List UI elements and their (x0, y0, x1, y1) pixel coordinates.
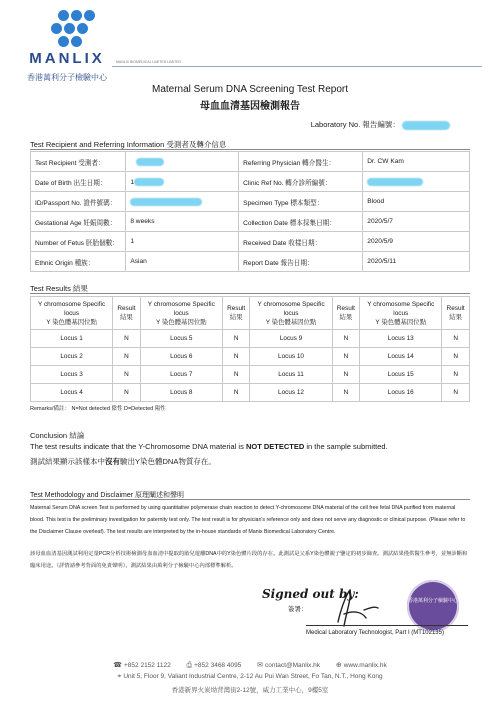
result-cell: N (113, 348, 141, 366)
location-icon: ⌖ (117, 673, 122, 680)
table-row (31, 232, 470, 252)
locus-cell: Locus 9 (250, 330, 332, 348)
collection-date-label: Collection Date 標本採集日期： (239, 212, 363, 232)
result-header (113, 297, 141, 330)
id-label: ID/Passport No. 證件號碼： (31, 192, 126, 212)
locus-cell: Locus 1 (31, 330, 113, 348)
handwritten-signature (320, 584, 390, 630)
ethnic-label: Ethnic Origin 種族： (31, 252, 126, 272)
result-cell: N (222, 384, 250, 402)
footer-address-en-text: Unit 5, Floor 9, Valiant Industrial Centre, 2-12 Au Pui Wan Street, Fo Tan, N.T., Hong Kong (123, 673, 383, 680)
locus-header-cn: Y 染色體基因位點 (265, 318, 317, 326)
physician-label: Referring Physician 轉介醫生： (239, 152, 363, 172)
table-row (31, 152, 470, 172)
table-row (31, 212, 470, 232)
locus-header-en: Y chromosome Specific locus (257, 300, 325, 317)
result-header-cn: 結果 (120, 314, 133, 321)
result-header-cn: 結果 (449, 314, 463, 321)
redacted-clinic-ref (367, 178, 423, 186)
results-body (31, 330, 470, 402)
result-cell: N (442, 366, 470, 384)
methodology-text-en: Maternal Serum DNA screen Test is performed by using quantitative polymerase chain reaction to detect Y-chromosome DNA material of the cell free fetal DNA purified from maternal blood. This test is the preliminary investigation for paternity test only. The test result is for physician's reference only and does not serve any diagnostic or clinical purpose. (Please refer to the Disclaimer Clause overleaf). The test results are interpreted by the in-house standards of Manix Biomedical Laboratory Centre. (30, 505, 466, 535)
result-cell: N (113, 366, 141, 384)
dob-text: 1 (130, 178, 134, 186)
signed-out-by: Signed out by: (262, 587, 359, 601)
section-divider (30, 149, 470, 150)
methodology-title: Test Methodology and Disclaimer 原理闡述和聲明 (30, 492, 185, 499)
locus-header-en: Y chromosome Specific locus (147, 300, 215, 317)
footer-phone: +852 2152 1122 (124, 662, 171, 669)
conclusion-result-bold: NOT DETECTED (245, 442, 305, 451)
result-header-cn: 結果 (229, 314, 243, 321)
result-cell: N (442, 348, 470, 366)
locus-cell: Locus 14 (360, 348, 442, 366)
table-row (31, 348, 470, 366)
section-divider (30, 499, 470, 500)
lab-number (311, 119, 450, 130)
gestational-age-label: Gestational Age 妊娠周數： (31, 212, 126, 232)
result-cell: N (222, 348, 250, 366)
result-cell: N (442, 330, 470, 348)
locus-cell: Locus 2 (31, 348, 113, 366)
conclusion-cn-bold: 沒有 (105, 457, 120, 466)
result-header-en: Result (446, 305, 465, 312)
redacted-id (130, 198, 202, 206)
logo-chinese-name: 香港萬利分子檢驗中心 (27, 73, 107, 82)
table-row (31, 192, 470, 212)
id-value (126, 192, 239, 212)
locus-header-cn: Y 染色體基因位點 (375, 318, 427, 326)
company-logo (20, 10, 110, 82)
result-header-en: Result (117, 305, 136, 312)
recipient-value (126, 152, 239, 172)
fax-icon: ⎙ (186, 662, 193, 669)
locus-header-cn: Y 染色體基因位點 (46, 318, 97, 326)
header-divider (112, 66, 482, 67)
received-date-value: 2020/5/9 (363, 232, 470, 252)
locus-cell: Locus 13 (360, 330, 442, 348)
conclusion-cn (30, 456, 216, 467)
company-line-text: MANLIX BIOMEDICAL LIMITED LIMITED (116, 60, 182, 64)
conclusion-title: Conclusion 結論 (30, 431, 85, 440)
conclusion-en (30, 442, 388, 451)
table-row (31, 252, 470, 272)
conclusion-en-text: in the sample submitted. (304, 442, 388, 451)
footer-website[interactable]: www.manlix.hk (343, 662, 387, 669)
result-cell: N (222, 330, 250, 348)
footer-contacts (0, 661, 500, 670)
report-title-en: Maternal Serum DNA Screening Test Report (151, 84, 348, 95)
result-cell: N (332, 330, 360, 348)
specimen-value: Blood (363, 192, 470, 212)
section-divider (30, 293, 470, 294)
table-row (31, 366, 470, 384)
recipient-label: Test Recipient 受測者： (31, 152, 126, 172)
locus-cell: Locus 11 (250, 366, 332, 384)
result-cell: N (332, 384, 360, 402)
table-row (31, 384, 470, 402)
signature-line (306, 625, 468, 626)
result-header (222, 297, 250, 330)
received-date-label: Received Date 收樣日期： (239, 232, 363, 252)
fetus-count-label: Number of Fetus 胚胎個數： (31, 232, 126, 252)
footer-email[interactable]: contact@Manlix.hk (265, 662, 321, 669)
locus-cell: Locus 8 (140, 384, 222, 402)
logo-dots-icon (38, 10, 96, 48)
redacted-dob (134, 178, 164, 186)
locus-cell: Locus 16 (360, 384, 442, 402)
dob-label: Date of Birth 出生日期： (31, 172, 126, 192)
footer-address-en (0, 673, 500, 681)
gestational-age-value: 8 weeks (126, 212, 239, 232)
report-date-value: 2020/5/11 (363, 252, 470, 272)
recipient-section-title: Test Recipient and Referring Information 受測者及轉介信息 (30, 140, 227, 149)
locus-cell: Locus 5 (140, 330, 222, 348)
locus-cell: Locus 4 (31, 384, 113, 402)
lab-number-label: Laboratory No. 報告編號： (310, 120, 400, 129)
email-icon: ✉ (257, 662, 264, 669)
result-header (332, 297, 360, 330)
locus-cell: Locus 7 (140, 366, 222, 384)
locus-header (360, 297, 442, 330)
result-header (442, 297, 470, 330)
table-row (31, 172, 470, 192)
locus-header-en: Y chromosome Specific locus (367, 300, 435, 317)
globe-icon: ⊕ (335, 662, 342, 669)
result-cell: N (332, 366, 360, 384)
signer-title: Medical Laboratory Technologist, Part I (MT102135) (306, 630, 444, 636)
locus-cell: Locus 10 (250, 348, 332, 366)
footer-address-cn: 香港新界火炭坳背灣街2-12號，威力工業中心，9樓5室 (171, 687, 329, 694)
result-cell: N (332, 348, 360, 366)
conclusion-cn-text: 驗出Y染色體DNA物質存在。 (120, 457, 216, 466)
results-header-row (31, 297, 470, 330)
ethnic-value: Asian (126, 252, 239, 272)
conclusion-en-text: The test results indicate that the Y-Chromosome DNA material is (30, 442, 246, 451)
locus-header (250, 297, 332, 330)
result-cell: N (222, 366, 250, 384)
results-table (30, 296, 470, 402)
result-header-en: Result (336, 305, 355, 312)
methodology-text-cn: 該母血血清基因測試利用定量PCR分析技術檢測母血血清中提取的胎兒遊離DNA中的Y染色體片段的存在。此測試是父系Y染色體親子鑒定的初步篩查。測試結果僅供醫生參考，並無診斷和臨床用途。（詳情請參考背面的免責聲明）。測試結果由萬利分子檢驗中心內部標準解析。 (30, 551, 468, 569)
signer-label-cn: 簽署： (288, 606, 308, 613)
specimen-label: Specimen Type 標本類型： (239, 192, 363, 212)
table-row (31, 330, 470, 348)
locus-header-cn: Y 染色體基因位點 (155, 318, 207, 326)
redacted-name (136, 158, 164, 166)
remarks: Remarks/備註： N=Not detected 陰性 D=Detected 陽性 (30, 406, 166, 412)
clinic-ref-value (363, 172, 470, 192)
report-date-label: Report Date 報告日期： (239, 252, 363, 272)
locus-cell: Locus 12 (250, 384, 332, 402)
result-cell: N (113, 384, 141, 402)
locus-header-en: Y chromosome Specific locus (38, 300, 106, 317)
footer-fax: +852 3468 4095 (194, 662, 242, 669)
fetus-count-value: 1 (126, 232, 239, 252)
locus-cell: Locus 15 (360, 366, 442, 384)
locus-header (140, 297, 222, 330)
clinic-ref-label: Clinic Ref No. 轉介診所編號： (239, 172, 363, 192)
dob-value (126, 172, 239, 192)
redacted-lab-number (402, 121, 450, 130)
physician-value: Dr. CW Kam (363, 152, 470, 172)
result-cell: N (442, 384, 470, 402)
result-cell: N (113, 330, 141, 348)
phone-icon: ☎ (113, 662, 123, 669)
result-header-en: Result (227, 305, 246, 312)
locus-cell: Locus 3 (31, 366, 113, 384)
report-title-cn: 母血血清基因檢測報告 (200, 101, 300, 112)
results-section-title: Test Results 結果 (30, 284, 88, 293)
locus-cell: Locus 6 (140, 348, 222, 366)
stamp-text: 香港萬利分子檢驗中心 (407, 598, 458, 604)
conclusion-cn-text: 測試結果顯示該樣本中 (30, 457, 105, 466)
locus-header (31, 297, 113, 330)
recipient-table (30, 151, 470, 272)
result-header-cn: 結果 (339, 314, 353, 321)
logo-name: MANLIX (29, 50, 105, 67)
collection-date-value: 2020/5/7 (363, 212, 470, 232)
